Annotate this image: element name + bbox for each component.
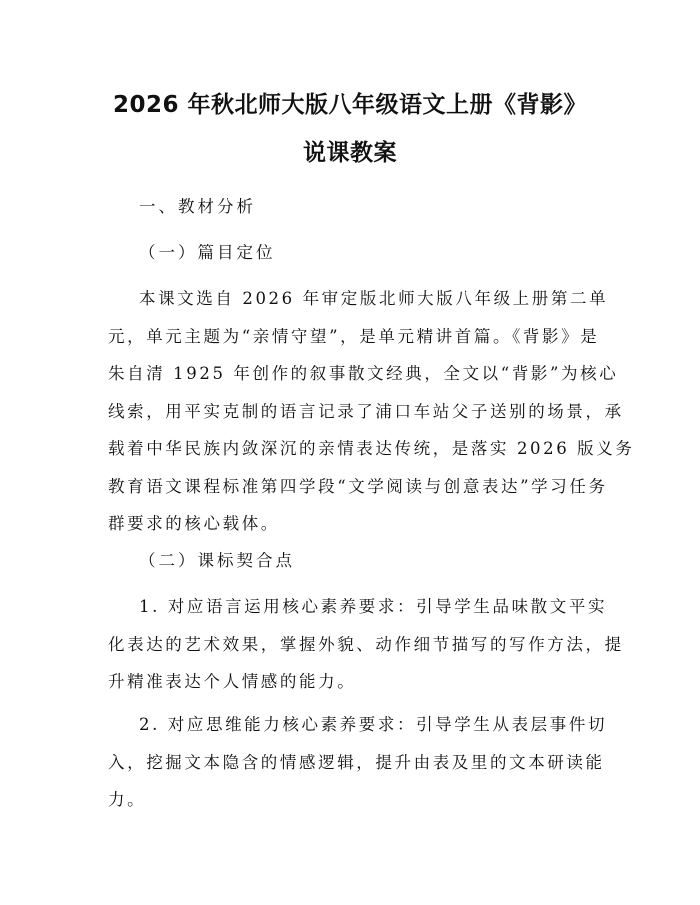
paragraph-line: 本课文选自 2026 年审定版北师大版八年级上册第二单	[139, 289, 609, 308]
paragraph-positioning	[108, 280, 635, 543]
paragraph-line: 载着中华民族内敛深沉的亲情表达传统，是落实 2026 版义务	[108, 439, 635, 458]
list-item-line: 1. 对应语言运用核心素养要求：引导学生品味散文平实	[139, 597, 608, 616]
list-item-line: 升精准表达个人情感的能力。	[108, 672, 357, 691]
paragraph-line: 群要求的核心载体。	[108, 514, 280, 533]
list-item-line: 入，挖掘文本隐含的情感逻辑，提升由表及里的文本研读能	[108, 752, 605, 772]
paragraph-line: 线索，用平实克制的语言记录了浦口车站父子送别的场景，承	[108, 401, 624, 421]
list-item-line: 力。	[108, 790, 147, 809]
list-item-line: 2. 对应思维能力核心素养要求：引导学生从表层事件切	[139, 715, 608, 734]
subsection-heading-positioning: （一）篇目定位	[139, 243, 276, 262]
list-item-language	[108, 588, 624, 701]
paragraph-line: 元，单元主题为“亲情守望”，是单元精讲首篇。《背影》是	[108, 326, 600, 346]
paragraph-line: 朱自清 1925 年创作的叙事散文经典，全文以“背影”为核心	[108, 364, 619, 383]
document-title: 2026 年秋北师大版八年级语文上册《背影》	[112, 92, 588, 118]
document-subtitle: 说课教案	[303, 140, 397, 166]
paragraph-line: 教育语文课程标准第四学段“文学阅读与创意表达”学习任务	[108, 476, 608, 496]
subsection-heading-curriculum: （二）课标契合点	[139, 551, 295, 570]
section-heading: 一、教材分析	[139, 197, 256, 216]
list-item-line: 化表达的艺术效果，掌握外貌、动作细节描写的写作方法，提	[108, 634, 624, 654]
list-item-thinking	[108, 706, 608, 819]
